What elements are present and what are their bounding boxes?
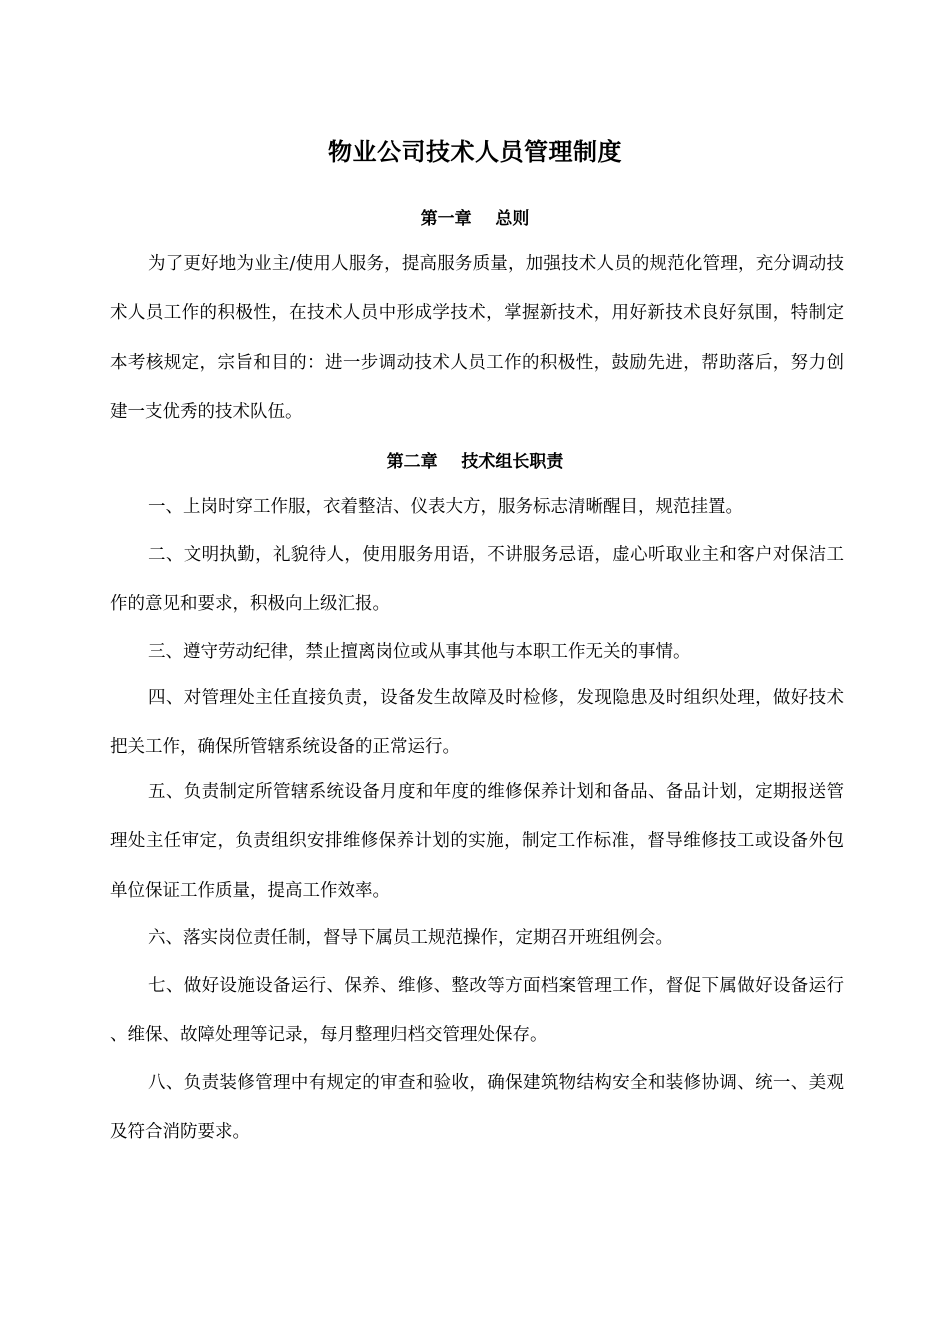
duty-item-6: 六、落实岗位责任制，督导下属员工规范操作，定期召开班组例会。	[148, 928, 673, 948]
duty-item-2: 二、文明执勤，礼貌待人，使用服务用语，不讲服务忌语，虚心听取业主和客户对保洁工作的意见和要求，积极向上级汇报。	[110, 545, 844, 615]
duty-item-5: 五、负责制定所管辖系统设备月度和年度的维修保养计划和备品、备品计划，定期报送管理处主任审定，负责组织安排维修保养计划的实施，制定工作标准，督导维修技工或设备外包单位保证工作质量，提高工作效率。	[110, 782, 844, 901]
duty-item-1: 一、上岗时穿工作服，衣着整洁、仪表大方，服务标志清晰醒目，规范挂置。	[148, 497, 743, 517]
duty-item-3: 三、遵守劳动纪律，禁止擅离岗位或从事其他与本职工作无关的事情。	[148, 642, 691, 662]
duty-item-4: 四、对管理处主任直接负责，设备发生故障及时检修，发现隐患及时组织处理，做好技术把关工作，确保所管辖系统设备的正常运行。	[110, 688, 844, 758]
chapter-1-paragraph: 为了更好地为业主/使用人服务，提高服务质量，加强技术人员的规范化管理，充分调动技术人员工作的积极性，在技术人员中形成学技术，掌握新技术，用好新技术良好氛围，特制定本考核规定，宗旨和目的：进一步调动技术人员工作的积极性，鼓励先进，帮助落后，努力创建一支优秀的技术队伍。	[110, 254, 844, 422]
document-title: 物业公司技术人员管理制度	[328, 138, 622, 166]
duty-item-8: 八、负责装修管理中有规定的审查和验收，确保建筑物结构安全和装修协调、统一、美观及符合消防要求。	[110, 1073, 844, 1143]
chapter-2-heading: 第二章 技术组长职责	[386, 452, 564, 472]
chapter-1-heading: 第一章 总则	[420, 209, 530, 229]
duty-item-7: 七、做好设施设备运行、保养、维修、整改等方面档案管理工作，督促下属做好设备运行、维保、故障处理等记录，每月整理归档交管理处保存。	[110, 976, 844, 1046]
